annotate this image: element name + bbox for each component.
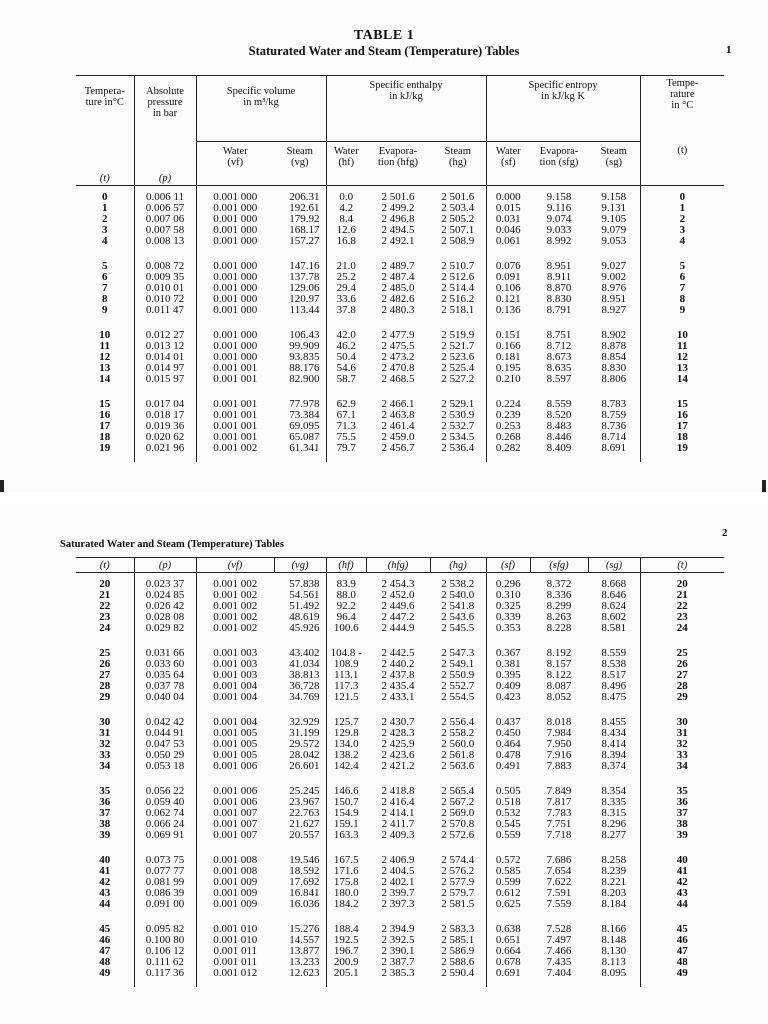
temperature-cell: [76, 573, 134, 643]
volume-steam-cell: [274, 186, 326, 256]
entropy-steam-cell-values: 8.455 8.434 8.414 8.394 8.374: [601, 716, 627, 772]
entropy-water-cell: [486, 324, 530, 393]
pressure-cell: [134, 324, 196, 393]
entropy-water-cell-values: 0.367 0.381 0.395 0.409 0.423: [495, 647, 521, 703]
enthalpy-evaporation-cell: [366, 186, 430, 256]
header-sf: (sf): [486, 558, 530, 573]
enthalpy-water-cell-values: 0.0 4.2 8.4 12.6 16.8: [336, 191, 356, 247]
temperature-cell-values: 40 41 42 43 44: [99, 854, 111, 910]
temperature-cell-values: 5 6 7 8 9: [102, 260, 108, 316]
header-t-right: (t): [677, 145, 688, 156]
entropy-water-cell-values: 0.296 0.310 0.325 0.339 0.353: [495, 578, 521, 634]
volume-steam-cell: [274, 324, 326, 393]
header-blank: [134, 141, 196, 171]
enthalpy-steam-cell: [430, 849, 486, 918]
volume-water-cell-values: 0.001 000 0.001 000 0.001 000 0.001 000 0.001 000: [213, 191, 258, 247]
volume-steam-cell-values: 57.838 54.561 51.492 48.619 45.926: [289, 578, 320, 634]
table-row-group: [76, 324, 724, 393]
temperature-right-cell: [640, 573, 724, 643]
enthalpy-steam-cell-values: 2 510.7 2 512.6 2 514.4 2 516.2 2 518.1: [441, 260, 475, 316]
temperature-cell-values: 45 46 47 48 49: [99, 923, 111, 979]
enthalpy-water-cell-values: 125.7 129.8 134.0 138.2 142.4: [333, 716, 359, 772]
volume-steam-cell: [274, 711, 326, 780]
temperature-right-cell-values: 45 46 47 48 49: [676, 923, 688, 979]
volume-steam-cell-values: 25.245 23.967 22.763 21.627 20.557: [289, 785, 320, 841]
volume-water-cell-values: 0.001 006 0.001 006 0.001 007 0.001 007 0.001 007: [213, 785, 258, 841]
temperature-right-cell-values: 0 1 2 3 4: [679, 191, 686, 247]
enthalpy-evaporation-cell: [366, 918, 430, 987]
volume-steam-cell: [274, 918, 326, 987]
pressure-cell-values: 0.008 72 0.009 35 0.010 01 0.010 72 0.011 47: [145, 260, 185, 316]
pressure-cell-values: 0.012 27 0.013 12 0.014 01 0.014 97 0.015 97: [145, 329, 185, 385]
entropy-steam-cell: [588, 186, 640, 256]
enthalpy-steam-cell: [430, 573, 486, 643]
enthalpy-water-cell: [326, 642, 366, 711]
steam-table-1: [76, 75, 724, 462]
enthalpy-evaporation-cell-values: 2 418.8 2 416.4 2 414.1 2 411.7 2 409.3: [381, 785, 415, 841]
pressure-cell-values: 0.031 66 0.033 60 0.035 64 0.037 78 0.040 04: [145, 647, 185, 703]
temperature-cell: [76, 642, 134, 711]
entropy-steam-cell-values: 8.902 8.878 8.854 8.830 8.806: [601, 329, 627, 385]
enthalpy-steam-cell: [430, 393, 486, 462]
entropy-steam-cell: [588, 849, 640, 918]
header-temperature: Tempera- ture in°C: [76, 76, 134, 142]
volume-steam-cell-values: 106.43 99.909 93.835 88.176 82.900: [289, 329, 320, 385]
entropy-evaporation-cell-values: 7.686 7.654 7.622 7.591 7.559: [546, 854, 572, 910]
entropy-steam-cell: [588, 711, 640, 780]
temperature-right-cell-values: 10 11 12 13 14: [676, 329, 688, 385]
entropy-evaporation-cell: [530, 642, 588, 711]
header-blank: [196, 171, 326, 186]
header-steam-h: Steam (hg): [430, 141, 486, 171]
table-title: Saturated Water and Steam (Temperature) Tables: [60, 539, 284, 550]
temperature-cell-values: 15 16 17 18 19: [99, 398, 111, 454]
temperature-right-cell: [640, 849, 724, 918]
volume-water-cell: [196, 711, 274, 780]
scan-edge-mark: [762, 480, 766, 492]
enthalpy-steam-cell-values: 2 556.4 2 558.2 2 560.0 2 561.8 2 563.6: [441, 716, 475, 772]
header-p: (p): [134, 171, 196, 186]
page-gap: [0, 492, 768, 504]
table-row-group: [76, 255, 724, 324]
entropy-evaporation-cell-values: 8.951 8.911 8.870 8.830 8.791: [546, 260, 572, 316]
temperature-right-cell: [640, 186, 724, 256]
temperature-right-cell-values: 35 36 37 38 39: [676, 785, 688, 841]
volume-steam-cell: [274, 642, 326, 711]
volume-water-cell-values: 0.001 008 0.001 008 0.001 009 0.001 009 0.001 009: [213, 854, 258, 910]
volume-steam-cell-values: 19.546 18.592 17.692 16.841 16.036: [289, 854, 320, 910]
table-page-1: [0, 0, 768, 492]
header-water-v: Water (vf): [222, 145, 248, 168]
enthalpy-steam-cell-values: 2 547.3 2 549.1 2 550.9 2 552.7 2 554.5: [441, 647, 475, 703]
enthalpy-water-cell-values: 83.9 88.0 92.2 96.4 100.6: [333, 578, 359, 634]
volume-steam-cell-values: 15.276 14.557 13.877 13.233 12.623: [289, 923, 320, 979]
enthalpy-water-cell: [326, 780, 366, 849]
header-t: (t): [76, 171, 134, 186]
enthalpy-water-cell-values: 188.4 192.5 196.7 200.9 205.1: [333, 923, 359, 979]
entropy-water-cell-values: 0.638 0.651 0.664 0.678 0.691: [495, 923, 521, 979]
enthalpy-steam-cell: [430, 711, 486, 780]
enthalpy-steam-cell-values: 2 519.9 2 521.7 2 523.6 2 525.4 2 527.2: [441, 329, 475, 385]
volume-water-cell: [196, 393, 274, 462]
temperature-cell-values: 35 36 37 38 39: [99, 785, 111, 841]
entropy-evaporation-cell-values: 8.192 8.157 8.122 8.087 8.052: [546, 647, 572, 703]
entropy-steam-cell: [588, 780, 640, 849]
entropy-water-cell: [486, 780, 530, 849]
enthalpy-steam-cell-values: 2 501.6 2 503.4 2 505.2 2 507.1 2 508.9: [441, 191, 475, 247]
volume-water-cell: [196, 918, 274, 987]
enthalpy-evaporation-cell-values: 2 406.9 2 404.5 2 402.1 2 399.7 2 397.3: [381, 854, 415, 910]
table-row-group: [76, 918, 724, 987]
enthalpy-evaporation-cell-values: 2 454.3 2 452.0 2 449.6 2 447.2 2 444.9: [381, 578, 415, 634]
enthalpy-steam-cell-values: 2 529.1 2 530.9 2 532.7 2 534.5 2 536.4: [441, 398, 475, 454]
enthalpy-steam-cell-values: 2 583.3 2 585.1 2 586.9 2 588.6 2 590.4: [441, 923, 475, 979]
enthalpy-water-cell-values: 42.0 46.2 50.4 54.6 58.7: [336, 329, 356, 385]
header-sfg: (sfg): [530, 558, 588, 573]
enthalpy-evaporation-cell-values: 2 394.9 2 392.5 2 390.1 2 387.7 2 385.3: [381, 923, 415, 979]
enthalpy-evaporation-cell-values: 2 477.9 2 475.5 2 473.2 2 470.8 2 468.5: [381, 329, 415, 385]
entropy-steam-cell-values: 8.166 8.148 8.130 8.113 8.095: [601, 923, 627, 979]
entropy-water-cell: [486, 849, 530, 918]
header-specific-entropy: Specific entropy in kJ/kg K: [486, 76, 640, 142]
scan-edge-mark: [0, 480, 4, 492]
entropy-steam-cell: [588, 393, 640, 462]
volume-water-cell: [196, 780, 274, 849]
volume-steam-cell-values: 32.929 31.199 29.572 28.042 26.601: [289, 716, 320, 772]
entropy-evaporation-cell-values: 8.018 7.984 7.950 7.916 7.883: [546, 716, 572, 772]
enthalpy-steam-cell-values: 2 538.2 2 540.0 2 541.8 2 543.6 2 545.5: [441, 578, 475, 634]
entropy-evaporation-cell-values: 8.559 8.520 8.483 8.446 8.409: [546, 398, 572, 454]
entropy-evaporation-cell: [530, 324, 588, 393]
entropy-steam-cell-values: 8.354 8.335 8.315 8.296 8.277: [601, 785, 627, 841]
pressure-cell-values: 0.056 22 0.059 40 0.062 74 0.066 24 0.069 91: [145, 785, 185, 841]
pressure-cell: [134, 393, 196, 462]
entropy-steam-cell-values: 9.027 9.002 8.976 8.951 8.927: [601, 260, 627, 316]
volume-steam-cell-values: 147.16 137.78 129.06 120.97 113.44: [289, 260, 320, 316]
volume-steam-cell: [274, 255, 326, 324]
enthalpy-water-cell-values: 21.0 25.2 29.4 33.6 37.8: [336, 260, 356, 316]
entropy-water-cell-values: 0.151 0.166 0.181 0.195 0.210: [495, 329, 521, 385]
volume-steam-cell: [274, 849, 326, 918]
temperature-cell-values: 20 21 22 23 24: [99, 578, 111, 634]
pressure-cell: [134, 186, 196, 256]
enthalpy-steam-cell: [430, 642, 486, 711]
enthalpy-steam-cell: [430, 255, 486, 324]
volume-steam-cell: [274, 393, 326, 462]
temperature-cell: [76, 849, 134, 918]
volume-water-cell: [196, 642, 274, 711]
enthalpy-evaporation-cell-values: 2 489.7 2 487.4 2 485.0 2 482.6 2 480.3: [381, 260, 415, 316]
entropy-steam-cell-values: 9.158 9.131 9.105 9.079 9.053: [601, 191, 627, 247]
entropy-evaporation-cell: [530, 393, 588, 462]
pressure-cell: [134, 849, 196, 918]
temperature-right-cell-values: 40 41 42 43 44: [676, 854, 688, 910]
volume-water-cell: [196, 573, 274, 643]
entropy-evaporation-cell: [530, 918, 588, 987]
volume-water-cell: [196, 186, 274, 256]
entropy-water-cell-values: 0.437 0.450 0.464 0.478 0.491: [495, 716, 521, 772]
volume-steam-cell: [274, 780, 326, 849]
header-sg: (sg): [588, 558, 640, 573]
entropy-evaporation-cell: [530, 711, 588, 780]
volume-water-cell-values: 0.001 004 0.001 005 0.001 005 0.001 005 0.001 006: [213, 716, 258, 772]
enthalpy-steam-cell-values: 2 565.4 2 567.2 2 569.0 2 570.8 2 572.6: [441, 785, 475, 841]
enthalpy-water-cell-values: 167.5 171.6 175.8 180.0 184.2: [333, 854, 359, 910]
table-row-group: [76, 849, 724, 918]
header-t-right: (t): [677, 559, 688, 571]
header-steam-v: Steam (vg): [274, 141, 326, 171]
temperature-cell-values: 30 31 32 33 34: [99, 716, 111, 772]
page-number: 2: [722, 527, 728, 539]
enthalpy-steam-cell: [430, 324, 486, 393]
header-water-s: Water (sf): [495, 145, 521, 168]
temperature-cell-values: 25 26 27 28 29: [99, 647, 111, 703]
header-hf: (hf): [326, 558, 366, 573]
temperature-right-cell-values: 20 21 22 23 24: [676, 578, 688, 634]
volume-water-cell-values: 0.001 001 0.001 001 0.001 001 0.001 001 0.001 002: [213, 398, 258, 454]
table-title: Staturated Water and Steam (Temperature) Tables: [248, 44, 520, 58]
header-pressure: Absolute pressure in bar: [134, 76, 196, 142]
volume-water-cell-values: 0.001 000 0.001 000 0.001 000 0.001 001 0.001 001: [213, 329, 258, 385]
enthalpy-water-cell-values: 62.9 67.1 71.3 75.5 79.7: [336, 398, 356, 454]
enthalpy-water-cell: [326, 186, 366, 256]
header-vf: (vf): [196, 558, 274, 573]
volume-steam-cell-values: 206.31 192.61 179.92 168.17 157.27: [289, 191, 320, 247]
temperature-right-cell: [640, 393, 724, 462]
entropy-water-cell: [486, 642, 530, 711]
enthalpy-water-cell: [326, 918, 366, 987]
enthalpy-evaporation-cell-values: 2 430.7 2 428.3 2 425.9 2 423.6 2 421.2: [381, 716, 415, 772]
enthalpy-evaporation-cell-values: 2 442.5 2 440.2 2 437.8 2 435.4 2 433.1: [381, 647, 415, 703]
header-specific-volume: Specific volume in m³/kg: [196, 76, 326, 142]
entropy-steam-cell: [588, 918, 640, 987]
header-evap-s: Evapora- tion (sfg): [539, 145, 579, 168]
enthalpy-evaporation-cell: [366, 255, 430, 324]
temperature-cell: [76, 918, 134, 987]
enthalpy-evaporation-cell: [366, 642, 430, 711]
entropy-water-cell: [486, 711, 530, 780]
pressure-cell: [134, 642, 196, 711]
entropy-evaporation-cell: [530, 849, 588, 918]
enthalpy-water-cell: [326, 573, 366, 643]
temperature-cell-values: 10 11 12 13 14: [99, 329, 111, 385]
enthalpy-water-cell: [326, 711, 366, 780]
volume-steam-cell-values: 43.402 41.034 38.813 36.728 34.769: [289, 647, 320, 703]
header-vg: (vg): [274, 558, 326, 573]
enthalpy-evaporation-cell: [366, 324, 430, 393]
enthalpy-evaporation-cell: [366, 393, 430, 462]
entropy-water-cell: [486, 186, 530, 256]
temperature-right-cell: [640, 780, 724, 849]
entropy-water-cell-values: 0.076 0.091 0.106 0.121 0.136: [495, 260, 521, 316]
temperature-right-cell-values: 5 6 7 8 9: [679, 260, 686, 316]
header-blank: [640, 171, 724, 186]
entropy-steam-cell-values: 8.559 8.538 8.517 8.496 8.475: [601, 647, 627, 703]
pressure-cell-values: 0.023 37 0.024 85 0.026 42 0.028 08 0.029 82: [145, 578, 185, 634]
entropy-evaporation-cell: [530, 573, 588, 643]
enthalpy-steam-cell: [430, 918, 486, 987]
temperature-right-cell: [640, 642, 724, 711]
enthalpy-evaporation-cell: [366, 711, 430, 780]
volume-water-cell-values: 0.001 010 0.001 010 0.001 011 0.001 011 0.001 012: [213, 923, 258, 979]
header-temperature-right: Tempe- rature in °C: [666, 78, 699, 111]
volume-water-cell-values: 0.001 002 0.001 002 0.001 002 0.001 002 0.001 002: [213, 578, 258, 634]
header-evap-h: Evapora- tion (hfg): [378, 145, 418, 168]
header-p: (p): [134, 558, 196, 573]
table-row-group: [76, 642, 724, 711]
header-blank: [486, 171, 640, 186]
enthalpy-evaporation-cell: [366, 573, 430, 643]
pressure-cell-values: 0.006 11 0.006 57 0.007 06 0.007 58 0.008 13: [145, 191, 185, 247]
table-page-2: [0, 504, 768, 1024]
table-row-group: [76, 711, 724, 780]
temperature-right-cell: [640, 324, 724, 393]
pressure-cell: [134, 918, 196, 987]
entropy-water-cell-values: 0.000 0.015 0.031 0.046 0.061: [495, 191, 521, 247]
header-water-h: Water (hf): [333, 145, 359, 168]
enthalpy-evaporation-cell: [366, 780, 430, 849]
pressure-cell-values: 0.042 42 0.044 91 0.047 53 0.050 29 0.053 18: [145, 716, 185, 772]
entropy-steam-cell-values: 8.258 8.239 8.221 8.203 8.184: [601, 854, 627, 910]
entropy-water-cell: [486, 393, 530, 462]
temperature-cell-values: 0 1 2 3 4: [102, 191, 108, 247]
entropy-steam-cell-values: 8.783 8.759 8.736 8.714 8.691: [601, 398, 627, 454]
pressure-cell-values: 0.073 75 0.077 77 0.081 99 0.086 39 0.091 00: [145, 854, 185, 910]
header-blank: [326, 171, 486, 186]
entropy-steam-cell: [588, 255, 640, 324]
enthalpy-steam-cell: [430, 186, 486, 256]
temperature-right-cell-values: 30 31 32 33 34: [676, 716, 688, 772]
pressure-cell: [134, 255, 196, 324]
entropy-steam-cell: [588, 324, 640, 393]
pressure-cell: [134, 711, 196, 780]
enthalpy-water-cell: [326, 393, 366, 462]
enthalpy-water-cell-values: 104.8 - 108.9 113.1 117.3 121.5: [330, 647, 362, 703]
temperature-cell: [76, 711, 134, 780]
header-t: (t): [76, 558, 134, 573]
enthalpy-water-cell-values: 146.6 150.7 154.9 159.1 163.3: [333, 785, 359, 841]
temperature-right-cell-values: 25 26 27 28 29: [676, 647, 688, 703]
entropy-water-cell-values: 0.505 0.518 0.532 0.545 0.559: [495, 785, 521, 841]
steam-table-2: [76, 557, 724, 987]
temperature-right-cell: [640, 255, 724, 324]
enthalpy-evaporation-cell-values: 2 466.1 2 463.8 2 461.4 2 459.0 2 456.7: [381, 398, 415, 454]
volume-water-cell-values: 0.001 000 0.001 000 0.001 000 0.001 000 0.001 000: [213, 260, 258, 316]
temperature-cell: [76, 186, 134, 256]
entropy-water-cell: [486, 918, 530, 987]
entropy-steam-cell-values: 8.668 8.646 8.624 8.602 8.581: [601, 578, 627, 634]
entropy-evaporation-cell-values: 8.751 8.712 8.673 8.635 8.597: [546, 329, 572, 385]
temperature-cell: [76, 393, 134, 462]
entropy-water-cell: [486, 573, 530, 643]
volume-water-cell: [196, 324, 274, 393]
enthalpy-water-cell: [326, 324, 366, 393]
entropy-evaporation-cell-values: 7.528 7.497 7.466 7.435 7.404: [546, 923, 572, 979]
table-row-group: [76, 573, 724, 643]
entropy-steam-cell: [588, 573, 640, 643]
volume-steam-cell: [274, 573, 326, 643]
volume-steam-cell-values: 77.978 73.384 69.095 65.087 61.341: [289, 398, 320, 454]
temperature-cell: [76, 255, 134, 324]
entropy-evaporation-cell: [530, 255, 588, 324]
pressure-cell-values: 0.017 04 0.018 17 0.019 36 0.020 62 0.021 96: [145, 398, 185, 454]
temperature-right-cell: [640, 918, 724, 987]
pressure-cell-values: 0.095 82 0.100 80 0.106 12 0.111 62 0.117 36: [145, 923, 185, 979]
entropy-evaporation-cell-values: 9.158 9.116 9.074 9.033 8.992: [546, 191, 572, 247]
volume-water-cell: [196, 255, 274, 324]
enthalpy-evaporation-cell: [366, 849, 430, 918]
entropy-evaporation-cell-values: 7.849 7.817 7.783 7.751 7.718: [546, 785, 572, 841]
entropy-water-cell: [486, 255, 530, 324]
table-row-group: [76, 186, 724, 256]
header-blank: [76, 141, 134, 171]
enthalpy-evaporation-cell-values: 2 501.6 2 499.2 2 496.8 2 494.5 2 492.1: [381, 191, 415, 247]
entropy-water-cell-values: 0.572 0.585 0.599 0.612 0.625: [495, 854, 521, 910]
temperature-right-cell: [640, 711, 724, 780]
entropy-water-cell-values: 0.224 0.239 0.253 0.268 0.282: [495, 398, 521, 454]
header-specific-enthalpy: Specific enthalpy in kJ/kg: [326, 76, 486, 142]
temperature-right-cell-values: 15 16 17 18 19: [676, 398, 688, 454]
enthalpy-water-cell: [326, 255, 366, 324]
entropy-evaporation-cell-values: 8.372 8.336 8.299 8.263 8.228: [546, 578, 572, 634]
enthalpy-steam-cell-values: 2 574.4 2 576.2 2 577.9 2 579.7 2 581.5: [441, 854, 475, 910]
header-hg: (hg): [430, 558, 486, 573]
table-row-group: [76, 780, 724, 849]
entropy-evaporation-cell: [530, 780, 588, 849]
pressure-cell: [134, 780, 196, 849]
entropy-evaporation-cell: [530, 186, 588, 256]
header-steam-s: Steam (sg): [588, 141, 640, 171]
table-number: TABLE 1: [353, 28, 415, 43]
temperature-cell: [76, 324, 134, 393]
volume-water-cell-values: 0.001 003 0.001 003 0.001 003 0.001 004 0.001 004: [213, 647, 258, 703]
enthalpy-water-cell: [326, 849, 366, 918]
volume-water-cell: [196, 849, 274, 918]
pressure-cell: [134, 573, 196, 643]
enthalpy-steam-cell: [430, 780, 486, 849]
table-row-group: [76, 393, 724, 462]
temperature-cell: [76, 780, 134, 849]
header-hfg: (hfg): [366, 558, 430, 573]
entropy-steam-cell: [588, 642, 640, 711]
page-number: 1: [726, 44, 732, 56]
